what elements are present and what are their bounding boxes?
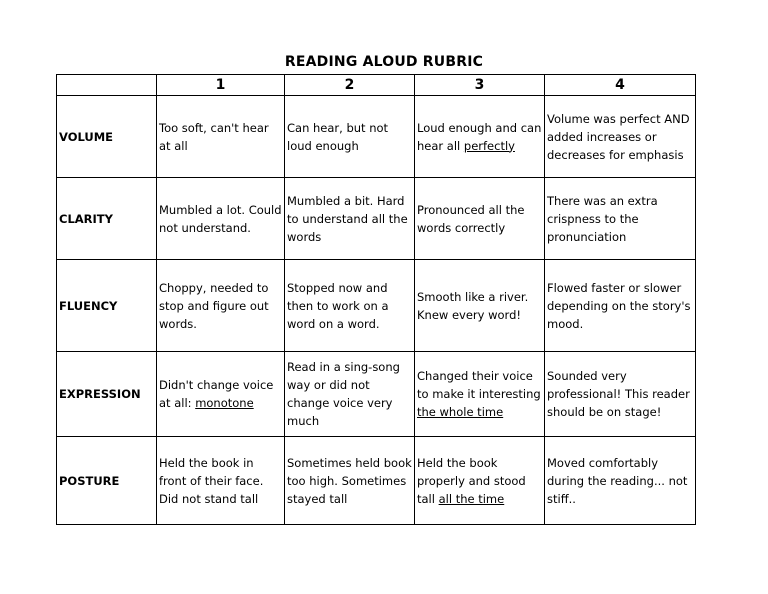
table-row (57, 437, 696, 525)
table-cell (545, 352, 696, 437)
header-cell-score-2: 2 (285, 75, 415, 96)
table-cell (545, 437, 696, 525)
row-label-clarity: CLARITY (57, 178, 157, 260)
table-cell (285, 96, 415, 178)
table-cell (545, 96, 696, 178)
cell-text: Moved comfortably during the reading... not stiff.. (547, 455, 688, 506)
table-cell (545, 178, 696, 260)
table-row (57, 352, 696, 437)
cell-text: Flowed faster or slower depending on the story's mood. (547, 280, 691, 331)
row-label-fluency: FLUENCY (57, 260, 157, 352)
table-row (57, 260, 696, 352)
table-cell (157, 96, 285, 178)
cell-text: Smooth like a river. Knew every word! (417, 289, 529, 322)
header-cell-score-3: 3 (415, 75, 545, 96)
table-cell (285, 178, 415, 260)
table-cell (285, 260, 415, 352)
row-label-volume: VOLUME (57, 96, 157, 178)
table-cell (415, 437, 545, 525)
cell-text: Didn't change voice at all: (159, 378, 274, 410)
table-cell (545, 260, 696, 352)
row-label-expression: EXPRESSION (57, 352, 157, 437)
header-cell-score-4: 4 (545, 75, 696, 96)
cell-text: Can hear, but not loud enough (287, 120, 389, 153)
cell-text: Held the book in front of their face. Did not stand tall (159, 455, 264, 506)
table-cell (415, 352, 545, 437)
header-row (57, 75, 696, 96)
cell-text: Loud enough and can hear all (417, 120, 542, 153)
cell-text: Mumbled a bit. Hard to understand all the words (287, 193, 408, 244)
table-cell (157, 260, 285, 352)
cell-text: Too soft, can't hear at all (159, 120, 269, 153)
table-cell (415, 178, 545, 260)
cell-text: Changed their voice to make it interesting (417, 369, 541, 401)
table-cell (285, 437, 415, 525)
cell-text: Stopped now and then to work on a word on a word. (287, 280, 389, 331)
cell-text: Read in a sing-song way or did not change voice very much (287, 360, 400, 428)
cell-text: Mumbled a lot. Could not understand. (159, 202, 282, 235)
cell-text: Sometimes held book too high. Sometimes stayed tall (287, 455, 412, 506)
rubric-table (56, 74, 696, 525)
table-cell (157, 178, 285, 260)
table-cell (285, 352, 415, 437)
table-cell (157, 352, 285, 437)
page-title: READING ALOUD RUBRIC (284, 54, 484, 70)
table-row (57, 178, 696, 260)
cell-text: Pronounced all the words correctly (417, 202, 525, 235)
cell-text: Volume was perfect AND added increases or decreases for emphasis (547, 111, 690, 162)
cell-text: There was an extra crispness to the pronunciation (547, 193, 658, 244)
cell-text: Sounded very professional! This reader should be on stage! (547, 369, 690, 419)
table-cell (415, 260, 545, 352)
cell-text: Held the book properly and stood tall (417, 455, 526, 506)
cell-underlined-text: all the time (438, 491, 505, 506)
table-cell (157, 437, 285, 525)
table-row (57, 96, 696, 178)
cell-underlined-text: monotone (195, 396, 254, 410)
header-cell-score-1: 1 (157, 75, 285, 96)
row-label-posture: POSTURE (57, 437, 157, 525)
header-cell-blank (57, 75, 157, 96)
cell-underlined-text: perfectly (463, 138, 515, 153)
cell-underlined-text: the whole time (417, 405, 504, 419)
cell-text: Choppy, needed to stop and figure out words. (159, 280, 269, 331)
table-cell (415, 96, 545, 178)
